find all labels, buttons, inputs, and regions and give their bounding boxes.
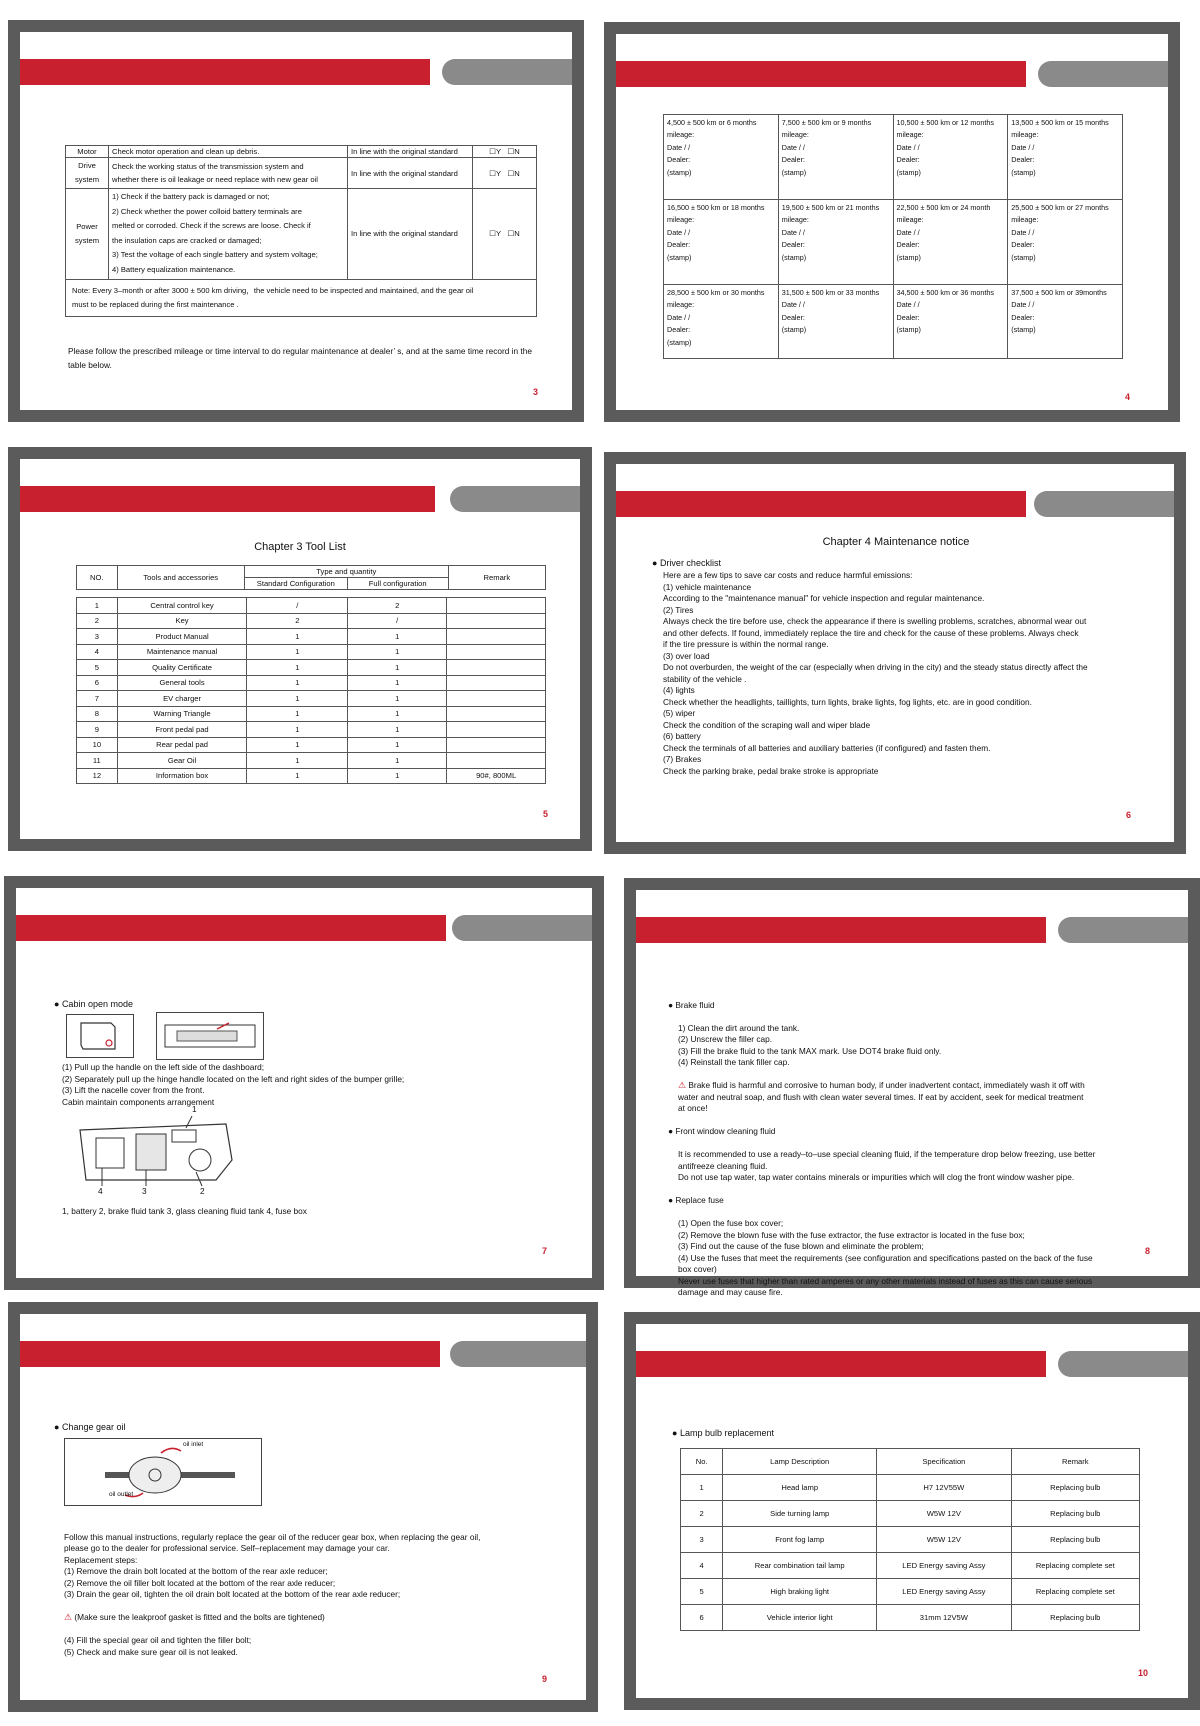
yn-cell	[473, 158, 537, 189]
lamp-description-cell: Head lamp	[723, 1475, 877, 1501]
service-record-cell: 7,500 ± 500 km or 9 months mileage: Date / / Dealer: (stamp)	[778, 115, 893, 200]
no-cell: 10	[77, 737, 118, 753]
standard-qty-cell: 1	[247, 737, 348, 753]
table-row	[77, 598, 546, 614]
bullet-label: Replace fuse	[675, 1195, 724, 1205]
no-cell: 4	[77, 644, 118, 660]
cabin-open-steps: (1) Pull up the handle on the left side of the dashboard; (2) Separately pull up the hinge handle located on the left and right sides of the bumper grille; (3) Lift the nacelle cover from the front. Cabin maintain components arrangement	[62, 1062, 405, 1107]
no-cell: 7	[77, 691, 118, 707]
header-gray-band	[442, 59, 572, 85]
change-gear-oil-heading: ● Change gear oil	[54, 1422, 126, 1432]
replace-fuse-text: (1) Open the fuse box cover; (2) Remove the blown fuse with the fuse extractor, the fuse extractor is located in the fuse box; (3) Find out the cause of the fuse blown and eliminate the problem; (4) Use the fuses that meet the requirements (see configuration and specifications pasted on the back of the fuse box cover) Never use fuses that higher than rated amperes or any other materials instead of fuses as this can cause serious damage and may cause fire.	[678, 1218, 1093, 1297]
full-qty-cell: 1	[348, 629, 447, 645]
driver-checklist-heading: ● Driver checklist	[652, 558, 721, 568]
standard-qty-cell: 1	[247, 660, 348, 676]
standard-qty-cell: 1	[247, 644, 348, 660]
table-row	[66, 279, 537, 316]
no-cell: 6	[681, 1605, 723, 1631]
manual-page-9	[8, 1302, 598, 1712]
no-cell: 2	[77, 613, 118, 629]
bullet-label: Lamp bulb replacement	[679, 1428, 774, 1438]
no-cell: 2	[681, 1501, 723, 1527]
header-gray-band	[450, 1341, 586, 1367]
manual-page-3	[8, 20, 584, 422]
tool-list-body	[76, 597, 546, 784]
tool-cell: Key	[117, 613, 247, 629]
bullet-label: Brake fluid	[675, 999, 715, 1010]
system-cell: Motor	[66, 146, 109, 158]
full-qty-cell: /	[348, 613, 447, 629]
standard-qty-cell: 1	[247, 675, 348, 691]
full-qty-cell: 1	[348, 644, 447, 660]
lamp-description-cell: Vehicle interior light	[723, 1605, 877, 1631]
no-cell: 1	[77, 598, 118, 614]
yn-cell	[473, 146, 537, 158]
brake-fluid-steps: 1) Clean the dirt around the tank. (2) Unscrew the filler cap. (3) Fill the brake fluid to the tank MAX mark. Use DOT4 brake fluid only. (4) Reinstall the tank filler cap.	[678, 1022, 942, 1067]
remark-cell	[447, 644, 546, 660]
standard-qty-cell: 1	[247, 706, 348, 722]
cabin-open-heading: ● Cabin open mode	[54, 999, 133, 1009]
remark-cell	[447, 691, 546, 707]
service-record-cell: 13,500 ± 500 km or 15 months mileage: Date / / Dealer: (stamp)	[1008, 115, 1123, 200]
gear-oil-diagram	[64, 1438, 262, 1506]
header-red-band	[616, 491, 1026, 517]
page-number: 10	[1138, 1668, 1149, 1678]
table-row	[664, 285, 1123, 359]
specification-cell: LED Energy saving Assy	[877, 1553, 1011, 1579]
page-number: 7	[542, 1246, 548, 1256]
header-tools: Tools and accessories	[117, 566, 244, 590]
remark-cell: Replacing bulb	[1011, 1527, 1139, 1553]
header-red-band	[16, 915, 446, 941]
full-qty-cell: 1	[348, 675, 447, 691]
callout-label: 2	[200, 1186, 205, 1196]
checkbox-icon[interactable]: ☐	[489, 229, 497, 239]
remark-cell	[447, 737, 546, 753]
service-record-cell: 25,500 ± 500 km or 27 months mileage: Date / / Dealer: (stamp)	[1008, 200, 1123, 285]
page-number: 9	[542, 1674, 548, 1684]
lamp-bulb-table	[680, 1448, 1140, 1631]
no-label: N	[514, 168, 520, 178]
full-qty-cell: 1	[348, 722, 447, 738]
header-gray-band	[452, 915, 592, 941]
tool-cell: Gear Oil	[117, 753, 247, 769]
header-gray-band	[1058, 917, 1188, 943]
remark-cell: 90#, 800ML	[447, 768, 546, 784]
column-header: Lamp Description	[723, 1449, 877, 1475]
header-red-band	[20, 59, 430, 85]
tool-cell: Central control key	[117, 598, 247, 614]
warning-triangle-icon: ⚠	[678, 1080, 687, 1090]
hinge-handle-illustration	[156, 1012, 264, 1060]
standard-qty-cell: 2	[247, 613, 348, 629]
brake-fluid-heading: ● Brake fluid	[668, 999, 715, 1010]
service-record-cell: 4,500 ± 500 km or 6 months mileage: Date / / Dealer: (stamp)	[664, 115, 779, 200]
table-row	[681, 1579, 1140, 1605]
engine-bay-diagram-icon	[76, 1110, 236, 1195]
no-cell: 1	[681, 1475, 723, 1501]
service-record-cell: 31,500 ± 500 km or 33 months Date / / Dealer: (stamp)	[778, 285, 893, 359]
specification-cell: LED Energy saving Assy	[877, 1579, 1011, 1605]
header-gray-band	[1038, 61, 1168, 87]
components-legend: 1, battery 2, brake fluid tank 3, glass cleaning fluid tank 4, fuse box	[62, 1206, 307, 1216]
table-row	[77, 660, 546, 676]
manual-page-7	[4, 876, 604, 1290]
lamp-description-cell: Side turning lamp	[723, 1501, 877, 1527]
manual-page-5	[8, 447, 592, 851]
checkbox-icon[interactable]: ☐	[489, 147, 497, 156]
oil-outlet-label: oil outlet	[109, 1491, 134, 1498]
standard-cell: In line with the original standard	[348, 158, 473, 189]
bullet-label: Cabin open mode	[61, 999, 133, 1009]
note-cell: Note: Every 3–month or after 3000 ± 500 km driving，the vehicle need to be inspected and maintained, and the gear oil must to be replaced during the first maintenance .	[66, 279, 537, 316]
table-row	[77, 768, 546, 784]
remark-cell: Replacing complete set	[1011, 1553, 1139, 1579]
service-record-cell: 28,500 ± 500 km or 30 months mileage: Date / / Dealer: (stamp)	[664, 285, 779, 359]
lamp-description-cell: High braking light	[723, 1579, 877, 1605]
maintenance-check-table	[65, 145, 537, 317]
no-cell: 5	[681, 1579, 723, 1605]
table-row	[77, 613, 546, 629]
tool-cell: Product Manual	[117, 629, 247, 645]
callout-label: 1	[192, 1104, 197, 1114]
remark-cell	[447, 722, 546, 738]
table-row	[664, 200, 1123, 285]
remark-cell	[447, 598, 546, 614]
full-qty-cell: 1	[348, 660, 447, 676]
table-row	[77, 706, 546, 722]
header-gray-band	[1058, 1351, 1188, 1377]
table-row	[681, 1605, 1140, 1631]
manual-page-4	[604, 22, 1180, 422]
chapter-title: Chapter 4 Maintenance notice	[822, 536, 970, 548]
bullet-label: Driver checklist	[659, 558, 721, 568]
remark-cell	[447, 706, 546, 722]
table-row	[77, 753, 546, 769]
checkbox-icon[interactable]: ☐	[489, 168, 497, 178]
header-red-band	[616, 61, 1026, 87]
table-row	[77, 691, 546, 707]
yes-label: Y	[496, 147, 502, 156]
tool-cell: Maintenance manual	[117, 644, 247, 660]
header-remark: Remark	[448, 566, 545, 590]
replace-fuse-heading: ● Replace fuse	[668, 1195, 724, 1205]
warning-text: (Make sure the leakproof gasket is fitted and the bolts are tightened)	[74, 1612, 325, 1622]
driver-checklist-body: Here are a few tips to save car costs and reduce harmful emissions: (1) vehicle maintenance According to the "maintenance manual" for vehicle inspection and regular maintenance. (2) Tires Always check the tire before use, check the appearance if there is swelling problems, scratches, abnormal wear out and other defects. If found, immediately replace the tire and check for the cause of these problems. Always check if the tire pressure is within the normal range. (3) over load Do not overburden, the weight of the car (especially when driving in the city) and the steady status directly affect the stability of the vehicle . (4) lights Check whether the headlights, taillights, turn lights, brake lights, fog lights, etc. are in good condition. (5) wiper Check the condition of the scraping wall and wiper blade (6) battery Check the terminals of all batteries and auxiliary batteries (if configured) and fasten them. (7) Brakes Check the parking brake, pedal brake stroke is appropriate	[663, 570, 1088, 776]
warning-text: Brake fluid is harmful and corrosive to human body, if under inadvertent contact, immediately wash it off with water and neutral soap, and flush with clean water several times. If eat by accident, seek for medical treatment at once!	[678, 1080, 1085, 1113]
service-record-cell: 22,500 ± 500 km or 24 month mileage: Date / / Dealer: (stamp)	[893, 200, 1008, 285]
service-record-table	[663, 114, 1123, 359]
table-row	[66, 158, 537, 189]
table-row	[681, 1501, 1140, 1527]
table-row	[66, 189, 537, 280]
handle-illustration-icon	[67, 1015, 133, 1057]
table-header-row	[681, 1449, 1140, 1475]
column-header: Remark	[1011, 1449, 1139, 1475]
full-qty-cell: 1	[348, 706, 447, 722]
washer-fluid-text: It is recommended to use a ready–to–use special cleaning fluid, if the temperature drop below freezing, use better antifreeze cleaning fluid. Do not use tap water, tap water contains minerals or impurities which will clog the front window washer pipe.	[678, 1149, 1096, 1182]
page-number: 5	[543, 809, 549, 819]
table-row	[681, 1553, 1140, 1579]
service-record-cell: 19,500 ± 500 km or 21 months mileage: Date / / Dealer: (stamp)	[778, 200, 893, 285]
no-cell: 9	[77, 722, 118, 738]
standard-cell: In line with the original standard	[348, 146, 473, 158]
yes-label: Y	[496, 229, 502, 239]
tool-cell: Information box	[117, 768, 247, 784]
service-record-cell: 16,500 ± 500 km or 18 months mileage: Date / / Dealer: (stamp)	[664, 200, 779, 285]
table-row	[77, 722, 546, 738]
lamp-bulb-heading: ● Lamp bulb replacement	[672, 1428, 774, 1438]
header-gray-band	[450, 486, 580, 512]
tool-cell: Quality Certificate	[117, 660, 247, 676]
specification-cell: 31mm 12V5W	[877, 1605, 1011, 1631]
page-number: 4	[1125, 392, 1131, 402]
system-cell: Drive system	[66, 158, 109, 189]
full-qty-cell: 1	[348, 691, 447, 707]
tool-cell: Rear pedal pad	[117, 737, 247, 753]
yn-cell	[473, 189, 537, 280]
bullet-label: Front window cleaning fluid	[675, 1126, 776, 1136]
remark-cell	[447, 753, 546, 769]
remark-cell: Replacing bulb	[1011, 1501, 1139, 1527]
manual-page-6	[604, 452, 1186, 854]
remark-cell	[447, 675, 546, 691]
header-gray-band	[1034, 491, 1174, 517]
checkbox-icon[interactable]: ☐	[507, 168, 515, 178]
instruction-text: Please follow the prescribed mileage or time interval to do regular maintenance at dealer’ s, and at the same time record in the table below.	[68, 346, 532, 370]
check-cell: 1) Check if the battery pack is damaged or not; 2) Check whether the power colloid battery terminals are melted or corroded. Check if the screws are loose. Check if the insulation caps are cracked or damaged; 3) Test the voltage of each single battery and system voltage; 4) Battery equalization maintenance.	[109, 189, 348, 280]
specification-cell: H7 12V55W	[877, 1475, 1011, 1501]
no-cell: 3	[77, 629, 118, 645]
cabin-components-diagram	[76, 1104, 236, 1196]
washer-fluid-heading: ● Front window cleaning fluid	[668, 1126, 776, 1136]
standard-qty-cell: 1	[247, 753, 348, 769]
callout-label: 4	[98, 1186, 103, 1196]
full-qty-cell: 1	[348, 768, 447, 784]
brake-fluid-warning	[668, 1080, 1188, 1115]
reducer-gearbox-icon	[65, 1439, 261, 1505]
standard-qty-cell: 1	[247, 691, 348, 707]
no-cell: 5	[77, 660, 118, 676]
remark-cell	[447, 613, 546, 629]
standard-qty-cell: 1	[247, 722, 348, 738]
no-label: N	[514, 229, 520, 239]
tool-cell: Front pedal pad	[117, 722, 247, 738]
header-red-band	[20, 1341, 440, 1367]
header-red-band	[20, 486, 435, 512]
no-cell: 6	[77, 675, 118, 691]
callout-label: 3	[142, 1186, 147, 1196]
column-header: Specification	[877, 1449, 1011, 1475]
table-row	[681, 1475, 1140, 1501]
no-cell: 12	[77, 768, 118, 784]
checkbox-icon[interactable]: ☐	[507, 229, 515, 239]
specification-cell: W5W 12V	[877, 1501, 1011, 1527]
gear-oil-body	[64, 1520, 564, 1670]
gear-oil-warning	[64, 1612, 564, 1624]
table-row	[77, 629, 546, 645]
standard-qty-cell: /	[247, 598, 348, 614]
table-row	[66, 146, 537, 158]
standard-qty-cell: 1	[247, 768, 348, 784]
remark-cell: Replacing complete set	[1011, 1579, 1139, 1605]
no-cell: 8	[77, 706, 118, 722]
checkbox-icon[interactable]: ☐	[507, 147, 515, 156]
no-label: N	[514, 147, 520, 156]
standard-qty-cell: 1	[247, 629, 348, 645]
table-row	[77, 644, 546, 660]
specification-cell: W5W 12V	[877, 1527, 1011, 1553]
tool-cell: General tools	[117, 675, 247, 691]
no-cell: 11	[77, 753, 118, 769]
check-cell: Check motor operation and clean up debris.	[109, 146, 348, 158]
service-record-cell: 10,500 ± 500 km or 12 months mileage: Date / / Dealer: (stamp)	[893, 115, 1008, 200]
lamp-description-cell: Front fog lamp	[723, 1527, 877, 1553]
header-full: Full configuration	[347, 578, 448, 590]
yes-label: Y	[496, 168, 502, 178]
gear-oil-instructions-2: (4) Fill the special gear oil and tighten the filler bolt; (5) Check and make sure gear oil is not leaked.	[64, 1635, 252, 1657]
header-type: Type and quantity	[244, 566, 448, 578]
full-qty-cell: 2	[348, 598, 447, 614]
table-row	[664, 115, 1123, 200]
warning-triangle-icon: ⚠	[64, 1612, 73, 1622]
manual-page-8	[624, 878, 1200, 1297]
manual-page-10	[624, 1312, 1200, 1710]
remark-cell: Replacing bulb	[1011, 1605, 1139, 1631]
table-header-row	[77, 566, 546, 578]
service-record-cell: 37,500 ± 500 km or 39months Date / / Dealer: (stamp)	[1008, 285, 1123, 359]
lamp-description-cell: Rear combination tail lamp	[723, 1553, 877, 1579]
header-no: NO.	[77, 566, 118, 590]
table-row	[77, 675, 546, 691]
tool-list-table	[76, 565, 546, 590]
full-qty-cell: 1	[348, 753, 447, 769]
no-cell: 3	[681, 1527, 723, 1553]
check-cell: Check the working status of the transmission system and whether there is oil leakage or need replace with new gear oil	[109, 158, 348, 189]
no-cell: 4	[681, 1553, 723, 1579]
header-red-band	[636, 1351, 1046, 1377]
full-qty-cell: 1	[348, 737, 447, 753]
oil-inlet-label: oil inlet	[183, 1441, 204, 1448]
dashboard-handle-illustration	[66, 1014, 134, 1058]
chapter-title: Chapter 3 Tool List	[254, 541, 346, 553]
remark-cell	[447, 660, 546, 676]
tool-cell: Warning Triangle	[117, 706, 247, 722]
service-record-cell: 34,500 ± 500 km or 36 months Date / / Dealer: (stamp)	[893, 285, 1008, 359]
page-number: 3	[533, 387, 539, 397]
remark-cell	[447, 629, 546, 645]
page-number: 8	[1145, 1246, 1151, 1256]
header-red-band	[636, 917, 1046, 943]
table-row	[681, 1527, 1140, 1553]
hinge-illustration-icon	[157, 1013, 263, 1059]
column-header: No.	[681, 1449, 723, 1475]
remark-cell: Replacing bulb	[1011, 1475, 1139, 1501]
tool-cell: EV charger	[117, 691, 247, 707]
header-standard: Standard Configuration	[244, 578, 347, 590]
bullet-label: Change gear oil	[61, 1422, 126, 1432]
system-cell: Power system	[66, 189, 109, 280]
page-number: 6	[1126, 810, 1132, 820]
brake-fluid-section	[668, 988, 1188, 1310]
table-row	[77, 737, 546, 753]
gear-oil-instructions: Follow this manual instructions, regularly replace the gear oil of the reducer gear box, when replacing the gear oil, please go to the dealer for professional service. Self–replacement may damage your car. Replacement steps: (1) Remove the drain bolt located at the bottom of the rear axle reducer; (2) Remove the oil filler bolt located at the bottom of the rear axle reducer; (3) Drain the gear oil, tighten the oil drain bolt located at the bottom of the rear axle reducer;	[64, 1531, 481, 1599]
standard-cell: In line with the original standard	[348, 189, 473, 280]
